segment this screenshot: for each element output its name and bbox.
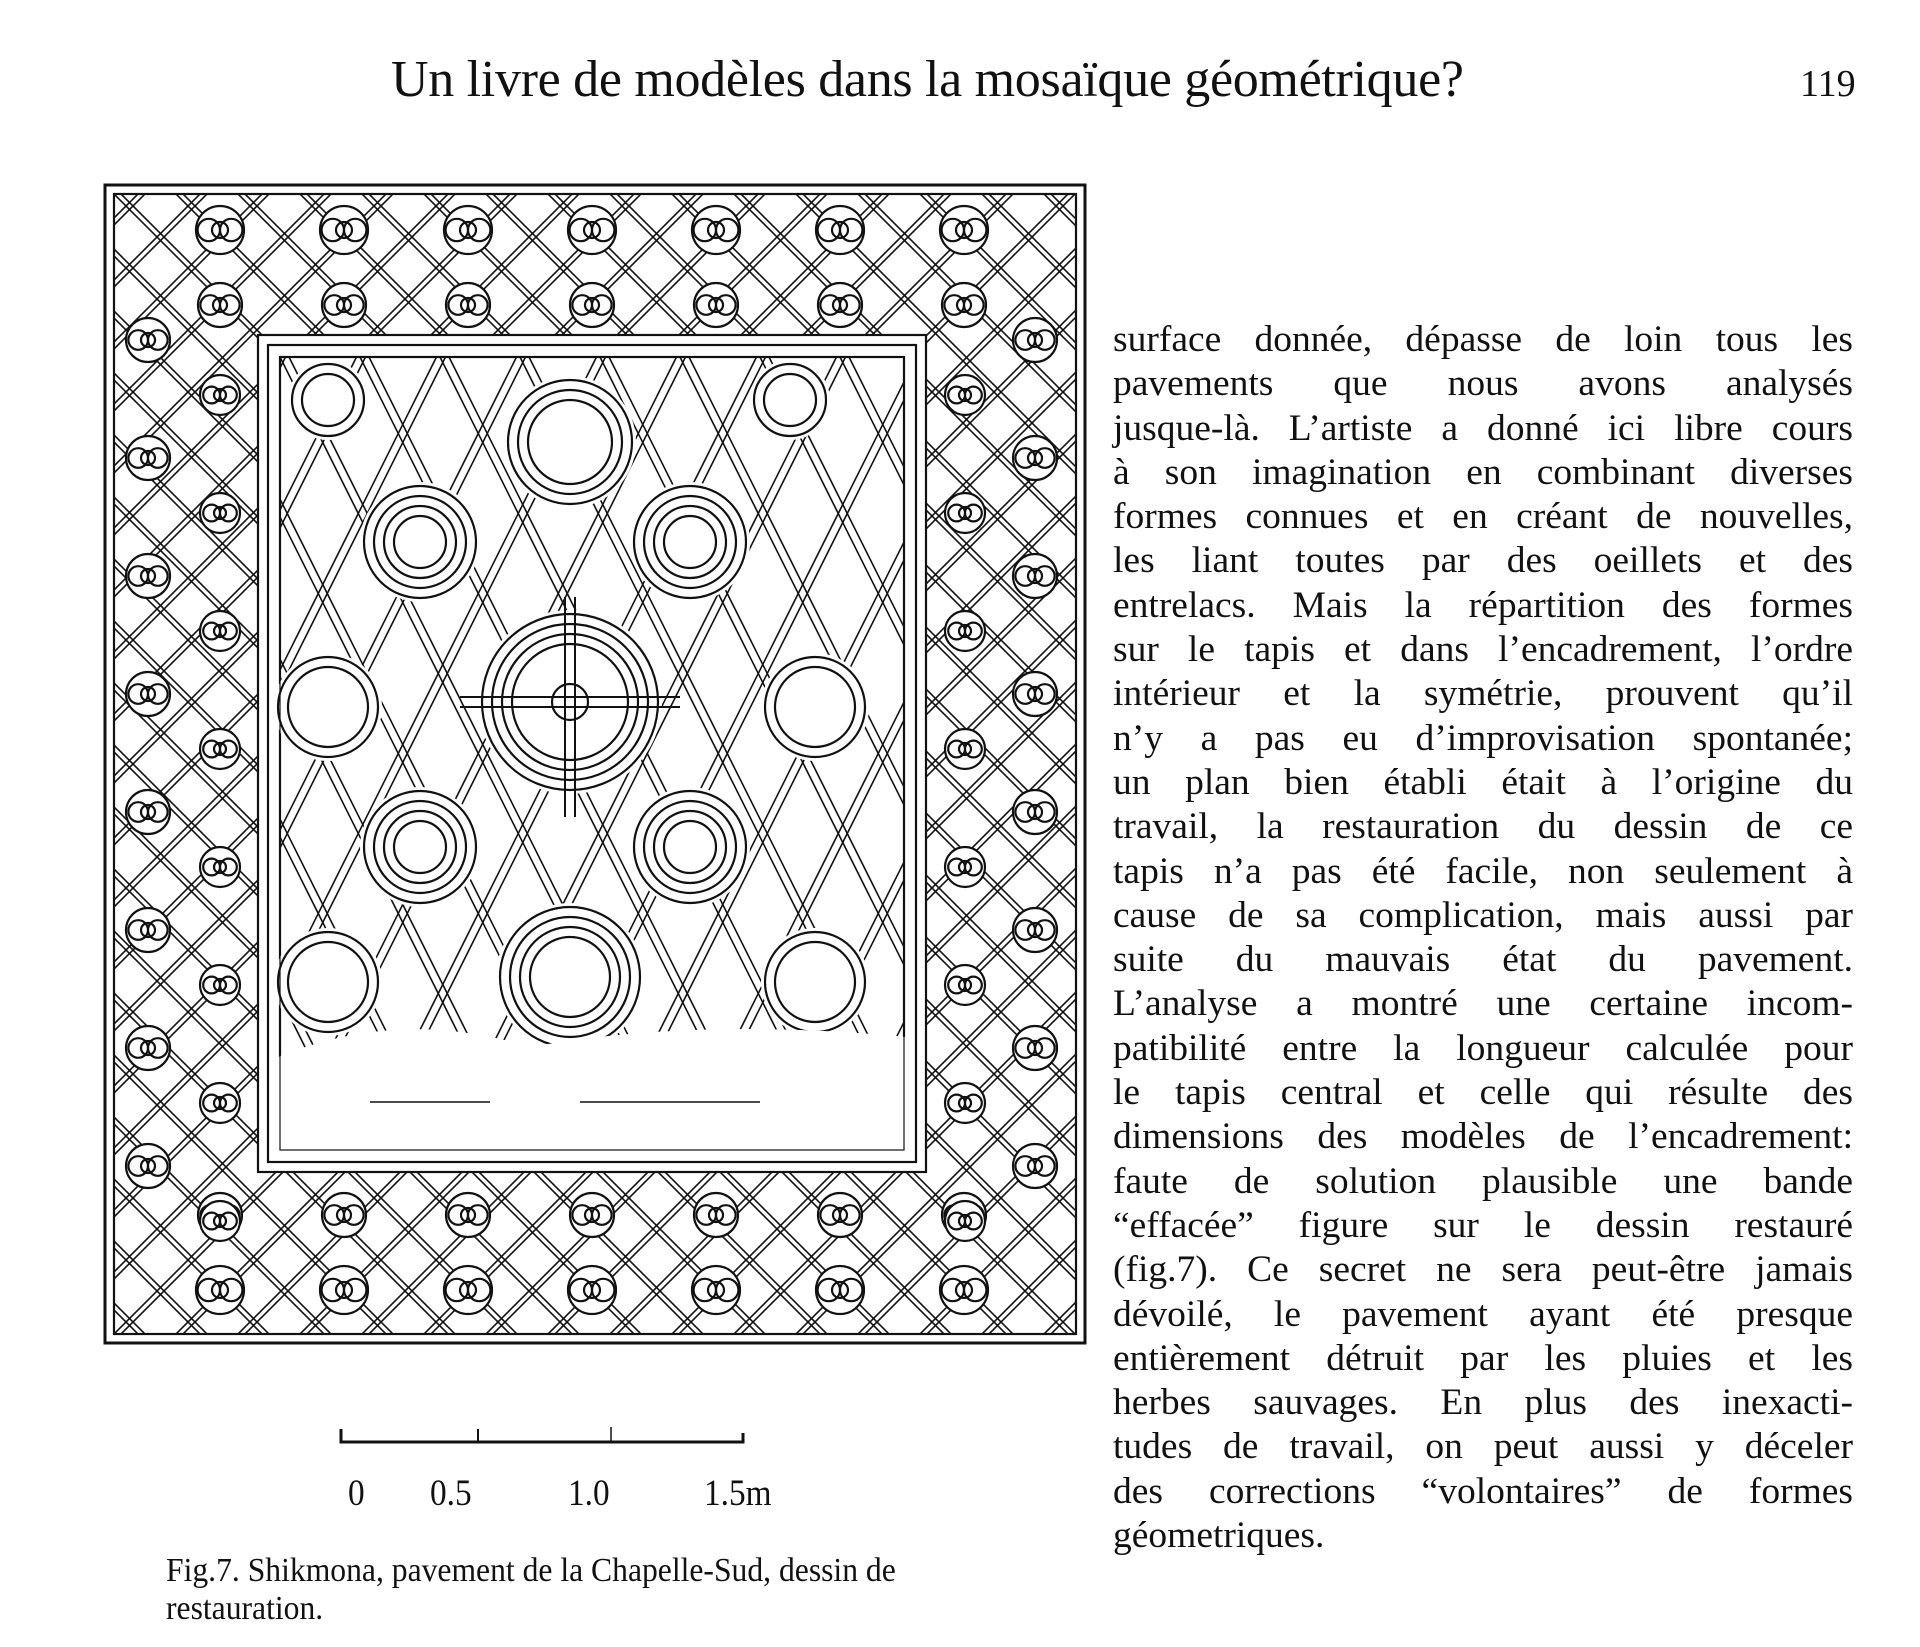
body-line: dimensions des modèles de l’encadrement:: [1113, 1116, 1853, 1158]
body-text: [1113, 318, 1853, 1558]
body-line: formes connues et en créant de nouvelles,: [1113, 496, 1853, 538]
body-line: entrelacs. Mais la répartition des formes: [1113, 584, 1853, 626]
body-line: un plan bien établi était à l’origine du: [1113, 761, 1853, 803]
body-line: suite du mauvais état du pavement.: [1113, 939, 1853, 981]
scale-label-0-5: 0.5: [430, 1473, 472, 1514]
body-line: dévoilé, le pavement ayant été presque: [1113, 1293, 1853, 1335]
body-line: patibilité entre la longueur calculée pour: [1113, 1027, 1853, 1069]
body-line: tapis n’a pas été facile, non seulement à: [1113, 850, 1853, 892]
body-line: herbes sauvages. En plus des inexacti-: [1113, 1382, 1853, 1424]
body-line: des corrections “volontaires” de formes: [1113, 1470, 1853, 1512]
running-header-title: Un livre de modèles dans la mosaïque géométrique?: [391, 51, 1464, 108]
body-line: jusque-là. L’artiste a donné ici libre cours: [1113, 407, 1853, 449]
body-line: à son imagination en combinant diverses: [1113, 451, 1853, 493]
scale-label-1-0: 1.0: [568, 1473, 610, 1514]
body-line: n’y a pas eu d’improvisation spontanée;: [1113, 717, 1853, 759]
scale-label-1-5m: 1.5m: [704, 1473, 772, 1514]
body-line: entièrement détruit par les pluies et les: [1113, 1337, 1853, 1379]
body-line: intérieur et la symétrie, prouvent qu’il: [1113, 673, 1853, 715]
body-line: faute de solution plausible une bande: [1113, 1160, 1853, 1202]
body-line: géometriques.: [1113, 1515, 1325, 1557]
page-number: 119: [1800, 63, 1856, 105]
mosaic-restoration-drawing: [100, 180, 1090, 1348]
body-line: surface donnée, dépasse de loin tous les: [1113, 319, 1853, 360]
body-line: le tapis central et celle qui résulte des: [1113, 1072, 1853, 1114]
body-line: sur le tapis et dans l’encadrement, l’ordre: [1113, 629, 1853, 671]
body-line: les liant toutes par des oeillets et des: [1113, 540, 1853, 582]
body-line: cause de sa complication, mais aussi par: [1113, 894, 1853, 936]
body-line: tudes de travail, on peut aussi y déceler: [1113, 1426, 1853, 1468]
body-line: “effacée” figure sur le dessin restauré: [1113, 1204, 1853, 1246]
caption-line: Fig.7. Shikmona, pavement de la Chapelle-Sud, dessin de: [166, 1552, 896, 1589]
scale-label-0: 0: [348, 1473, 365, 1514]
figure-caption: [166, 1552, 1012, 1628]
body-line: pavements que nous avons analysés: [1113, 363, 1853, 405]
scale-bar: [338, 1425, 748, 1455]
body-line: travail, la restauration du dessin de ce: [1113, 806, 1853, 848]
body-line: (fig.7). Ce secret ne sera peut-être jamais: [1113, 1249, 1853, 1291]
body-line: L’analyse a montré une certaine incom-: [1113, 983, 1853, 1025]
caption-line: restauration.: [166, 1590, 324, 1627]
